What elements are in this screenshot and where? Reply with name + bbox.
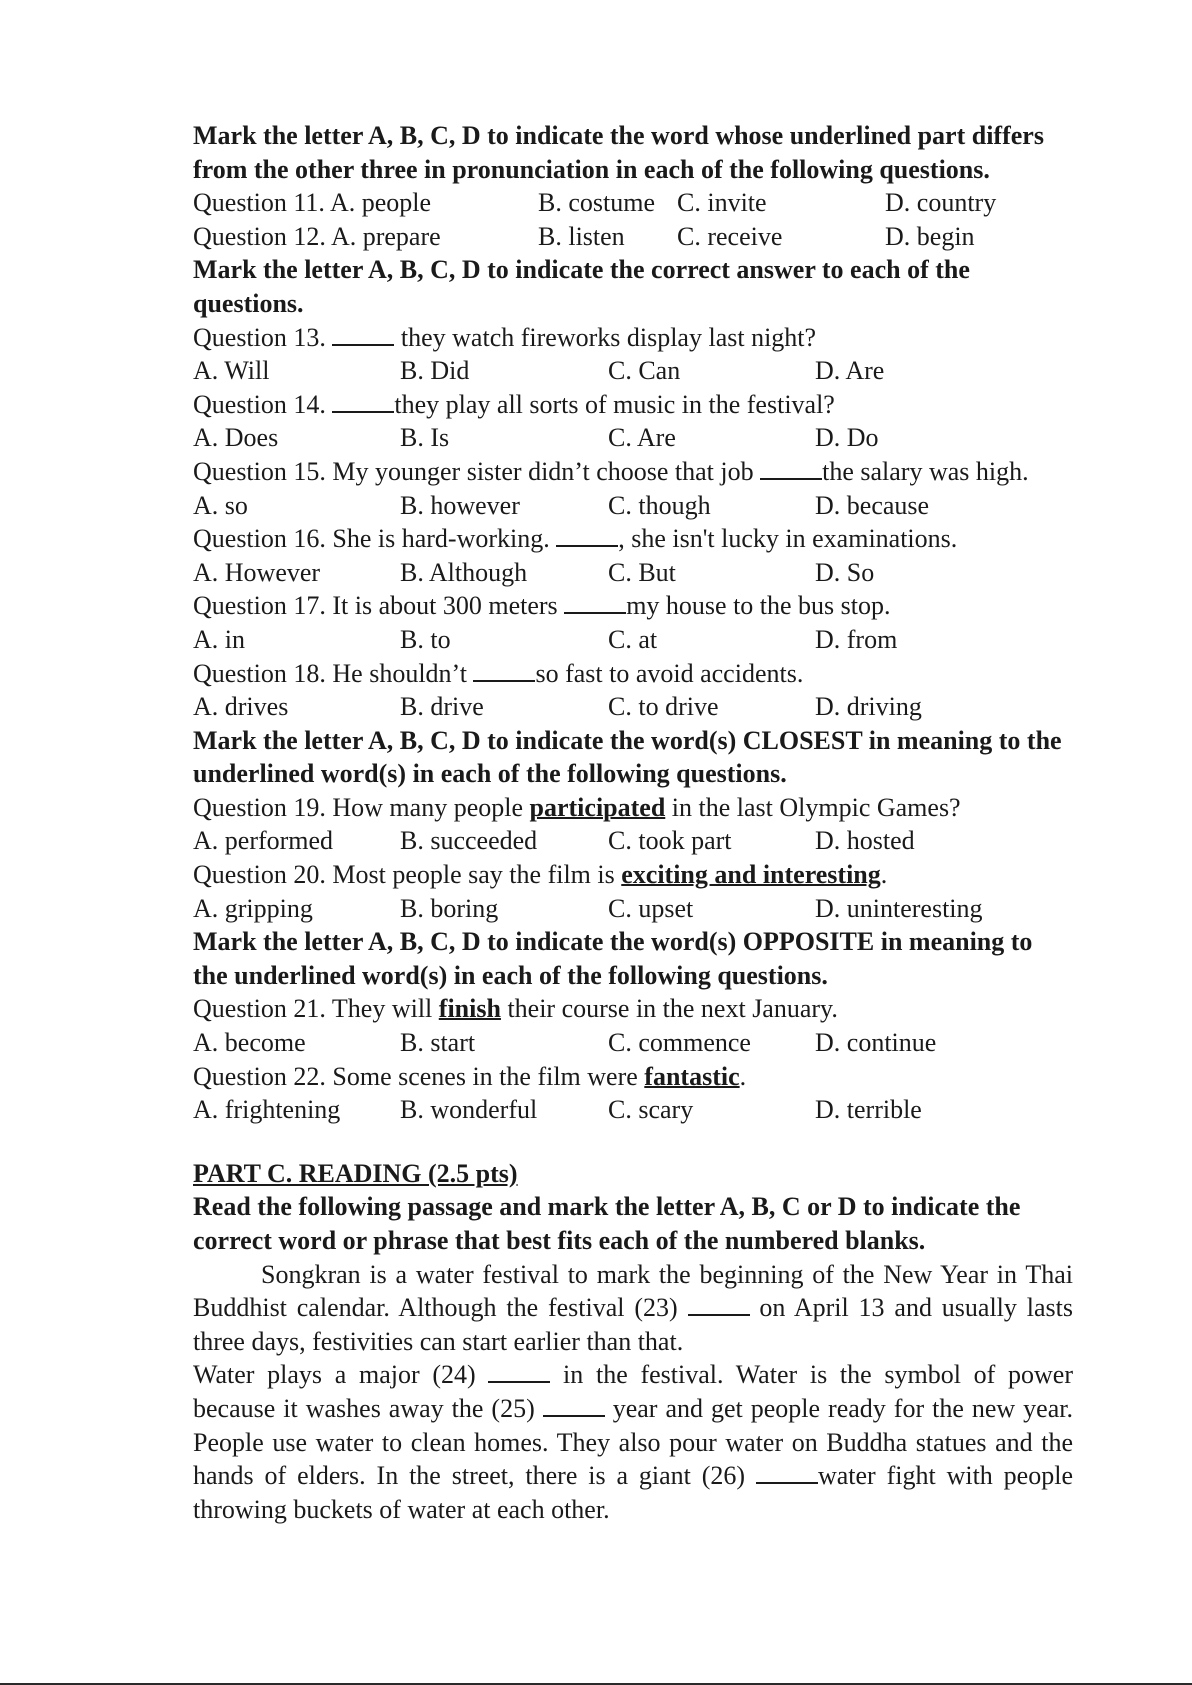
q15-option-a: A. so xyxy=(193,490,248,520)
q18-stem-end: so fast to avoid accidents. xyxy=(535,658,804,688)
q20-option-b: B. boring xyxy=(400,893,499,923)
q11-option-d: D. country xyxy=(885,188,997,218)
section-3-instructions: Mark the letter A, B, C, D to indicate the word(s) CLOSEST in meaning to the underlined word(s) in each of the following questions. xyxy=(193,725,1062,789)
q20-underlined-word: exciting and interesting xyxy=(621,860,881,890)
q16-blank xyxy=(556,523,618,547)
question-21 xyxy=(193,992,1073,1026)
q19-option-a: A. performed xyxy=(193,826,334,856)
part-c-title: PART C. READING (2.5 pts) xyxy=(193,1158,518,1188)
q18-option-a: A. drives xyxy=(193,692,289,722)
q14-option-d: D. Do xyxy=(815,423,879,453)
q12-option-a: Question 12. A. prepare xyxy=(193,221,441,251)
q22-option-c: C. scary xyxy=(608,1095,694,1125)
q18-blank xyxy=(473,658,535,682)
q17-option-d: D. from xyxy=(815,624,898,654)
blank-25 xyxy=(543,1393,605,1417)
q12-option-d: D. begin xyxy=(885,221,975,251)
q18-option-b: B. drive xyxy=(400,692,484,722)
q17-blank xyxy=(564,590,626,614)
q18-option-d: D. driving xyxy=(815,692,922,722)
section-4-instructions: Mark the letter A, B, C, D to indicate the word(s) OPPOSITE in meaning to the underlined word(s) in each of the following questions. xyxy=(193,927,1033,990)
q18-options xyxy=(193,690,1073,724)
q17-option-a: A. in xyxy=(193,624,245,654)
q21-options xyxy=(193,1026,1073,1060)
passage-paragraph-1 xyxy=(193,1258,1073,1359)
q15-option-d: D. because xyxy=(815,490,930,520)
q18-option-c: C. to drive xyxy=(608,692,719,722)
q15-options xyxy=(193,489,1073,523)
q13-blank xyxy=(332,322,394,346)
section-1-instructions: Mark the letter A, B, C, D to indicate the word whose underlined part differs from the other three in pronunciation in each of the following questions. xyxy=(193,121,1044,184)
q17-options xyxy=(193,623,1073,657)
q14-option-b: B. Is xyxy=(400,423,450,453)
q21-option-b: B. start xyxy=(400,1028,476,1058)
q19-option-c: C. took part xyxy=(608,826,732,856)
q12-option-b: B. listen xyxy=(538,221,625,251)
q22-option-a: A. frightening xyxy=(193,1095,341,1125)
q22-options xyxy=(193,1093,1073,1127)
passage-text: water fight with people throwing buckets of water at each other. xyxy=(193,1461,1073,1524)
q22-stem-end: . xyxy=(739,1061,747,1091)
question-12 xyxy=(193,220,1073,254)
question-22 xyxy=(193,1060,1073,1094)
q16-option-a: A. However xyxy=(193,557,321,587)
q17-option-b: B. to xyxy=(400,624,451,654)
q21-stem-start: Question 21. They will xyxy=(193,994,439,1024)
q21-option-d: D. continue xyxy=(815,1028,937,1058)
q21-option-a: A. become xyxy=(193,1028,306,1058)
q14-option-c: C. Are xyxy=(608,423,676,453)
q20-stem-start: Question 20. Most people say the film is xyxy=(193,860,622,890)
question-19 xyxy=(193,791,1073,825)
q22-underlined-word: fantastic xyxy=(644,1061,740,1091)
q16-option-c: C. But xyxy=(608,557,676,587)
q15-stem-end: the salary was high. xyxy=(822,456,1029,486)
q21-option-c: C. commence xyxy=(608,1028,751,1058)
question-11 xyxy=(193,186,1073,220)
passage-text: in the festival. Water is the symbol of power because it washes away the (25) xyxy=(193,1360,1073,1423)
blank-23 xyxy=(688,1292,750,1316)
q16-stem-start: Question 16. She is hard-working. xyxy=(193,524,557,554)
q13-option-c: C. Can xyxy=(608,356,681,386)
q19-options xyxy=(193,824,1073,858)
q11-option-a: Question 11. A. people xyxy=(193,188,432,218)
q13-option-d: D. Are xyxy=(815,356,885,386)
question-13 xyxy=(193,321,1073,355)
q22-option-d: D. terrible xyxy=(815,1095,922,1125)
section-2-instructions: Mark the letter A, B, C, D to indicate the correct answer to each of the questions. xyxy=(193,255,970,318)
q11-option-c: C. invite xyxy=(677,188,767,218)
q20-stem-end: . xyxy=(880,860,888,890)
q13-stem-start: Question 13. xyxy=(193,322,333,352)
q20-option-a: A. gripping xyxy=(193,893,313,923)
q21-stem-end: their course in the next January. xyxy=(500,994,838,1024)
q18-stem-start: Question 18. He shouldn’t xyxy=(193,658,474,688)
q16-stem-end: , she isn't lucky in examinations. xyxy=(618,524,958,554)
q15-option-c: C. though xyxy=(608,490,711,520)
q20-options xyxy=(193,892,1073,926)
q12-option-c: C. receive xyxy=(677,221,783,251)
blank-26 xyxy=(756,1460,818,1484)
passage-text: Songkran is a water festival to mark the beginning of the New Year in Thai Buddhist calendar. Although the festival (23) xyxy=(193,1259,1073,1323)
q19-option-d: D. hosted xyxy=(815,826,915,856)
question-15 xyxy=(193,455,1073,489)
q19-option-b: B. succeeded xyxy=(400,826,538,856)
passage-text: on April 13 and usually lasts three days, festivities can start earlier than that. xyxy=(193,1293,1073,1356)
question-20 xyxy=(193,858,1073,892)
worksheet-page xyxy=(193,119,1073,1526)
q17-stem-start: Question 17. It is about 300 meters xyxy=(193,591,565,621)
q15-stem-start: Question 15. My younger sister didn’t choose that job xyxy=(193,456,761,486)
q13-option-a: A. Will xyxy=(193,356,270,386)
q20-option-c: C. upset xyxy=(608,893,694,923)
q16-option-d: D. So xyxy=(815,557,875,587)
q14-blank xyxy=(332,389,394,413)
q17-option-c: C. at xyxy=(608,624,658,654)
question-17 xyxy=(193,589,1073,623)
passage-text: Water plays a major (24) xyxy=(193,1360,489,1390)
q15-option-b: B. however xyxy=(400,490,520,520)
passage-paragraph-2 xyxy=(193,1358,1073,1526)
q21-underlined-word: finish xyxy=(438,994,501,1024)
q17-stem-end: my house to the bus stop. xyxy=(626,591,891,621)
q19-stem-end: in the last Olympic Games? xyxy=(665,792,961,822)
question-14 xyxy=(193,388,1073,422)
blank-24 xyxy=(488,1359,550,1383)
q13-stem-end: they watch fireworks display last night? xyxy=(394,322,817,352)
part-c-instructions: Read the following passage and mark the letter A, B, C or D to indicate the correct word or phrase that best fits each of the numbered blanks. xyxy=(193,1192,1021,1255)
q11-option-b: B. costume xyxy=(538,188,655,218)
question-16 xyxy=(193,522,1073,556)
q20-option-d: D. uninteresting xyxy=(815,893,983,923)
q19-stem-start: Question 19. How many people xyxy=(193,792,530,822)
q16-options xyxy=(193,556,1073,590)
q14-stem-start: Question 14. xyxy=(193,389,333,419)
q14-stem-end: they play all sorts of music in the festival? xyxy=(394,389,835,419)
passage-text: year and get people ready for the new year. People use water to clean homes. They also pour water on Buddha statues and the hands of elders. In the street, there is a giant (26) xyxy=(193,1393,1073,1491)
q14-options xyxy=(193,421,1073,455)
q19-underlined-word: participated xyxy=(529,792,666,822)
q13-option-b: B. Did xyxy=(400,356,470,386)
q15-blank xyxy=(760,456,822,480)
q22-option-b: B. wonderful xyxy=(400,1095,538,1125)
q13-options xyxy=(193,354,1073,388)
q22-stem-start: Question 22. Some scenes in the film were xyxy=(193,1061,645,1091)
question-18 xyxy=(193,657,1073,691)
q16-option-b: B. Although xyxy=(400,557,528,587)
q14-option-a: A. Does xyxy=(193,423,279,453)
